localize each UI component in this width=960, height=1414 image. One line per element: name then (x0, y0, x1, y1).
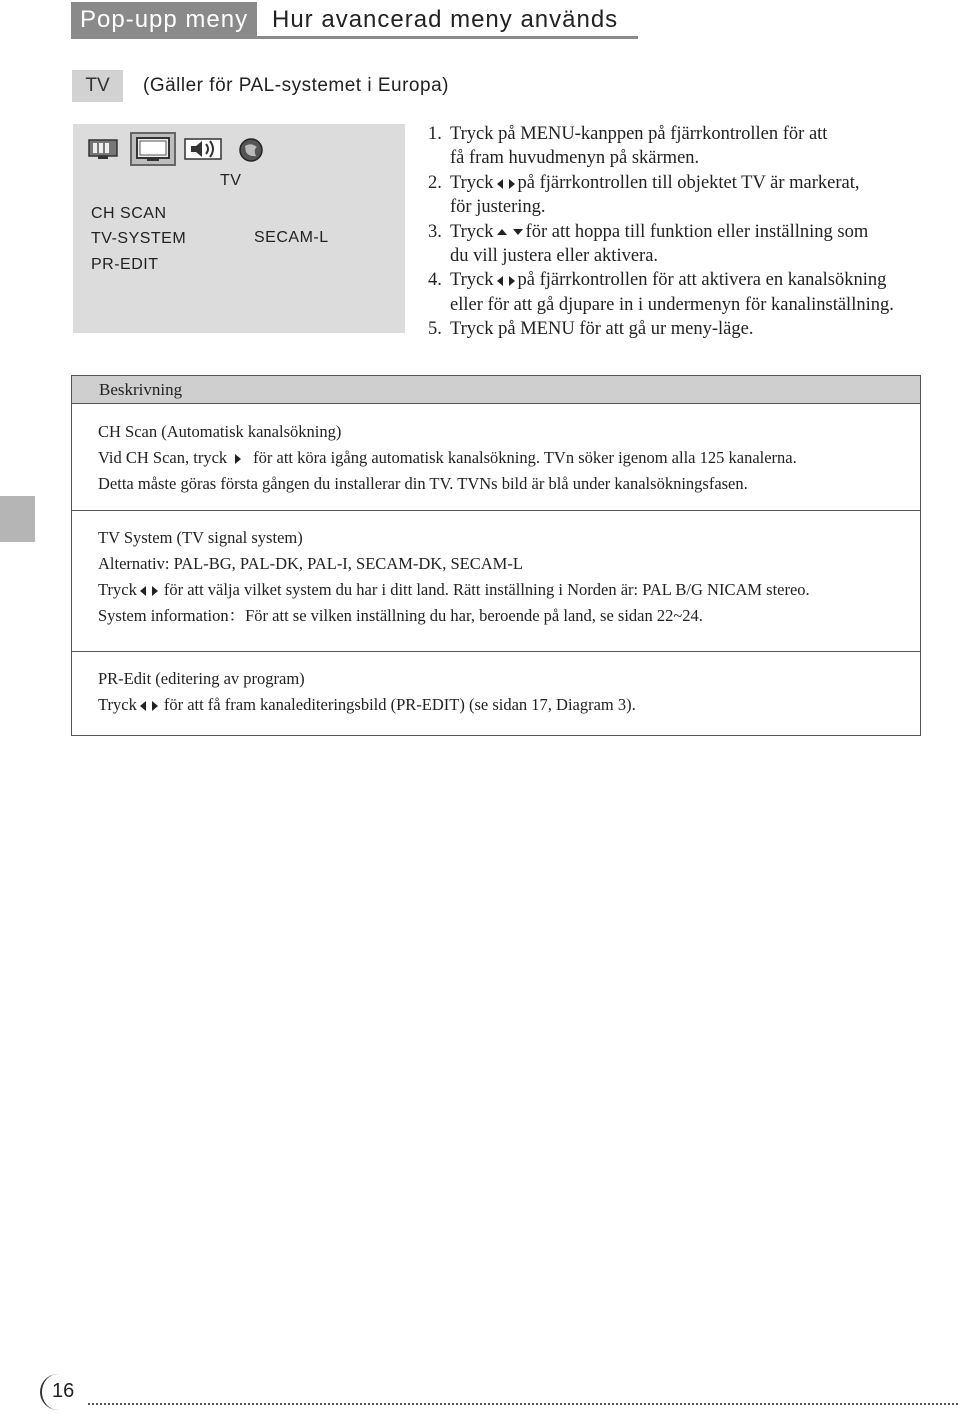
section-text: för att välja vilket system du har i ditt land. Rätt inställning i Norden är: PAL B/G NICAM stereo. (163, 580, 810, 599)
step-text: på fjärrkontrollen till objektet TV är markerat, (517, 172, 860, 193)
page-title: Hur avancerad meny används (272, 6, 619, 33)
step-4 (428, 268, 960, 317)
step-number: 2. (428, 172, 442, 193)
step-text: för justering. (450, 197, 546, 218)
ch-scan-section (72, 419, 920, 497)
section-text: System information：För att se vilken inställning du har, beroende på land, se sidan 22~24. (98, 606, 703, 625)
right-arrow-icon (152, 701, 158, 711)
step-number: 5. (428, 319, 442, 340)
step-text: du vill justera eller aktivera. (450, 246, 659, 267)
step-1 (428, 122, 960, 171)
tv-menu-icon (130, 132, 176, 166)
tv-system-section (72, 525, 920, 629)
step-text: Tryck (450, 270, 494, 291)
step-number: 3. (428, 221, 442, 242)
instruction-steps (428, 122, 960, 342)
step-text: för att hoppa till funktion eller inställning som (525, 221, 869, 242)
down-arrow-icon (513, 229, 523, 235)
sound-menu-icon (183, 135, 223, 163)
step-2 (428, 171, 960, 220)
section-text: för att köra igång automatisk kanalsökning. TVn söker igenom alla 125 kanalerna. (253, 448, 797, 467)
function-menu-icon (238, 137, 264, 163)
description-header: Beskrivning (72, 376, 920, 404)
step-number: 4. (428, 270, 442, 291)
section-text: Tryck (98, 695, 137, 714)
step-text: få fram huvudmenyn på skärmen. (450, 148, 700, 169)
side-tab-marker (0, 496, 35, 542)
left-arrow-icon (497, 276, 503, 286)
pr-edit-section (72, 666, 920, 718)
tv-note: (Gäller för PAL-systemet i Europa) (143, 75, 449, 96)
selected-menu-label: TV (220, 172, 242, 189)
step-3 (428, 220, 960, 269)
step-text: Tryck på MENU för att gå ur meny-läge. (450, 319, 754, 340)
step-text: Tryck (450, 221, 494, 242)
step-5 (428, 317, 960, 341)
step-text: eller för att gå djupare in i undermenyn för kanalinställning. (450, 294, 894, 315)
section-text: Tryck (98, 580, 137, 599)
picture-menu-icon (88, 138, 118, 160)
section-divider (72, 510, 920, 511)
section-text: Vid CH Scan, tryck (98, 448, 228, 467)
footer-dotted-line (88, 1403, 958, 1405)
right-arrow-icon (152, 586, 158, 596)
left-arrow-icon (140, 701, 146, 711)
left-arrow-icon (497, 179, 503, 189)
section-text: för att få fram kanalediteringsbild (PR-EDIT) (se sidan 17, Diagram 3). (163, 695, 636, 714)
page-number: 16 (52, 1380, 75, 1402)
tv-badge: TV (72, 70, 123, 102)
menu-item-pr-edit[interactable]: PR-EDIT (91, 256, 159, 273)
right-arrow-icon (509, 276, 515, 286)
header-underline (71, 36, 638, 39)
right-arrow-icon (509, 179, 515, 189)
section-label: Pop-upp meny (71, 2, 257, 38)
section-divider (72, 651, 920, 652)
tv-system-value: SECAM-L (254, 229, 329, 246)
section-title: CH Scan (Automatisk kanalsökning) (98, 422, 342, 441)
section-title: TV System (TV signal system) (98, 528, 303, 547)
page-header (71, 2, 638, 38)
up-arrow-icon (497, 229, 507, 235)
step-number: 1. (428, 124, 442, 144)
right-arrow-icon (235, 454, 241, 464)
step-text: Tryck på MENU-kanppen på fjärrkontrollen för att (450, 124, 828, 144)
section-title: PR-Edit (editering av program) (98, 669, 305, 688)
section-text: Alternativ: PAL-BG, PAL-DK, PAL-I, SECAM-DK, SECAM-L (98, 554, 523, 573)
tv-menu-panel (73, 124, 405, 333)
menu-item-ch-scan[interactable]: CH SCAN (91, 205, 167, 222)
left-arrow-icon (140, 586, 146, 596)
menu-item-tv-system[interactable]: TV-SYSTEM (91, 230, 187, 247)
section-text: Detta måste göras första gången du installerar din TV. TVNs bild är blå under kanalsökningsfasen. (98, 474, 748, 493)
step-text: på fjärrkontrollen för att aktivera en kanalsökning (517, 270, 887, 291)
description-table (71, 375, 921, 736)
step-text: Tryck (450, 172, 494, 193)
